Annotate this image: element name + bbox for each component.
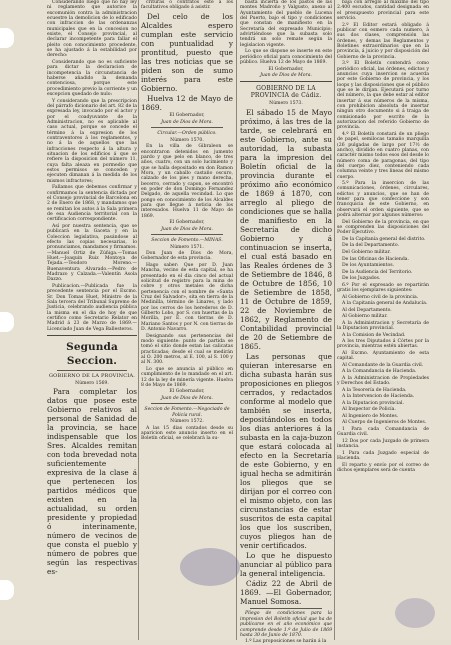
- signature-name: Juan de Dios de Mora.: [260, 73, 312, 79]
- divider: [151, 127, 223, 128]
- divider: [47, 335, 137, 336]
- paragraph: Considerando luego que no hay ley ni reglamento que autorice la excomunión contra la administracion ecuestre la demolicion de lo edificado con infraccion de las ordenanzas municipales que en la concesion no existe, el Consejo provincial, al declarar incompetente para fallar el pleito con conocimiento procedente, se ha ajustado á la estabilidad por derecho:: [47, 0, 137, 59]
- paragraph: El sábado 15 de Mayo próximo, á las tres de la tarde, se celebrará en este Gobierno, ante su autoridad, la subasta para la impresion del Boletín oficial de la provincia durante el próximo año económico de 1869 á 1870, con arreglo al pliego de condiciones que se halla de manifiesto en la Secretaría de dicho Gobierno y á continuacion se inserta, el cual está basado en las Reales órdenes de 3 de Setiembre de 1846, 8 de Octubre de 1856, 10 de Setiembre de 1858, 11 de Octubre de 1859, 22 de Noviembre de 1862, y Reglamento de Contabilidad provincial de 20 de Setiembre de 1865.: [240, 107, 332, 351]
- paragraph: 6.º Por el expresado se repartirán gratis los ejemplares siguientes:: [337, 282, 429, 293]
- signature-title: El Gobernador,: [169, 113, 205, 119]
- signature-name: Juan de Dios de Mora.: [161, 396, 213, 401]
- paragraph: Al Excmo. Ayuntamiento de esta capital.: [337, 350, 429, 362]
- paragraph: Designando sus pertenencias del modo siguiente: punto de partida se tomó el sitio donde estan las calicatas practicadas; desde el cual se medirán al O. 200 metros, al E. 100, al S. 100 y al N. 300.: [141, 333, 233, 366]
- paragraph: Considerando que no es suficiente para dictar la declaracion de incompetencia la circunstancia de haberse añadido la demanda contenciosa, porque este procedimiento previo la corriente y un excepcion quedado de nulo:: [47, 59, 137, 98]
- circular-heading: Circular.—Orden público.: [157, 131, 217, 137]
- paragraph: A la Comision de Vecindad.: [342, 332, 406, 338]
- paragraph: baja con arreglo al máximo del tipo 2.400 escudos, cantidad designada en el presupuesto provincial para este servicio.: [337, 0, 429, 22]
- government-heading: GOBIERNO DE LA PROVINCIA.: [48, 372, 136, 379]
- notice-number: Número 1569.: [75, 380, 109, 386]
- signature-title: El Gobernador,: [169, 389, 205, 395]
- paragraph: Para completar los datos que posee este Gobierno relativos al personal de Sanidad de la provincia, se hace indispensable que los Sres. Alcaldes remitan con toda brevedad nota suficientemente expresiva de la clase á que pertenecen los partidos médicos que existen en la actualidad, su orden presidente y propiedad ó interinamente, número de vecinos de que consta el pueblo y número de pobres que según las respectivas es-: [47, 387, 137, 577]
- ink-stamp: [180, 548, 240, 586]
- paragraph: Al Inspector de Policía.: [342, 407, 396, 413]
- column-2: [141, 0, 233, 640]
- binding-hole: [0, 580, 14, 600]
- signature-name: Juan de Dios de Mora.: [161, 119, 213, 125]
- divider: [151, 403, 223, 404]
- column-rule: [236, 0, 237, 640]
- signature-name: Juan de Dios de Mora.: [161, 226, 213, 232]
- paragraph: crituras ó contratos esté á los facultativos obligado á asistir.: [141, 0, 233, 11]
- paragraph: 3.º El Boletín contendrá como periódico oficial, las órdenes, edictos y anuncios cuya insercion se acuerda por este Gobierno de provincia, y los loops y las disposiciones que el público que se le dirijan. Ejecutará por turno del número, la que debe estar al editor insertar á sus números de la misma, con prohibicion absoluta de insertar ningún otro documento si á traiga de comisionado por escrito de la autorizacion del referido Gobierno de provincia.: [337, 61, 429, 131]
- notice-number: Número 1570.: [170, 137, 204, 143]
- notice-number: Número 1573.: [269, 101, 303, 107]
- date-line: Huelva 12 de Mayo de 1869.: [141, 94, 233, 113]
- paragraph: A la Administracion de Propiedades y Derechos del Estado.: [337, 375, 429, 387]
- paragraph: A la Administracion y Secretaría de la Diputacion provincial.: [337, 320, 429, 331]
- divider: [250, 608, 322, 609]
- paragraph: De la Capitanía general del distrito.: [342, 236, 426, 242]
- paragraph: Pliego de condiciones para la impresion del Boletín oficial que ha de publicarse en el año económico que comprende desde 1.º de Julio de 1869 hasta 30 de Junio de 1870.: [240, 611, 332, 638]
- paragraph: 5.º Para la insercion de las comunicaciones, órdenes, circulares, edictos y anuncios, que se han de tener para que confeccione y son francquicia de este Gobierno, en observará el orden siguiente, que se podrá alternar por algunos números:: [337, 181, 429, 219]
- paragraph: Lo que se dispone se inserte en este periódico oficial para conocimiento del público. Huelva 12 de Mayo de 1869.: [240, 49, 332, 65]
- paragraph: 4.º El Boletín constará de un pliego de papel, semilocas tamaño marquilla (26 pulgadas de largo por 17½ de ancho), dividido en cuatro planas, con caractér mismo todos esos del desde lo número coma de paragonas, del tipo del cuerpo diez, conteniendo cada columna veinte y tres lineas del mismo cuerpo.: [337, 131, 429, 180]
- section-heading: Seccion de Fomento.—MINAS.: [151, 238, 223, 244]
- paragraph: Al Gobierno civil de la provincia.: [342, 294, 419, 300]
- paragraph: Lo que he dispuesto anunciar al público para la general inteligencia.: [240, 551, 332, 579]
- column-1: [47, 0, 137, 640]
- paragraph: A la Comandancia de Hacienda.: [342, 369, 417, 375]
- paragraph: Las personas que quieran interesarse en dicha subasta harán sus proposiciones en pliegos cerrados, y redactados conforme al modelo que también se inserta, depositándolos en todos los dias anteriores á la subasta en la caja-buzon que estará colocada al efecto en la Secretaría de este Gobierno, y en igual hecha se admitirán los pliegos que se dirijan por el correo con el mismo objeto, con las circunstancias de estar suscritos de esta capital los que los suscriben, cuyos pliegos han de venir certificados.: [240, 352, 332, 551]
- paragraph: De las Oficinas de Hacienda.: [342, 256, 409, 262]
- paragraph: Del celo de los Alcaldes espero cumplan este servicio con puntualidad y prontitud, puesto que las tres noticias que se piden son de sumo interés para este Gobierno.: [141, 11, 233, 93]
- paragraph: De la del Departamento.: [342, 243, 400, 249]
- paragraph: Al Comandante de la Guardia civil.: [342, 362, 424, 368]
- paragraph: A las 15 dias contados desde su aparicion este anuncio inserto en el Boletín oficial, se celebrará la su-: [141, 425, 233, 442]
- paragraph: 2.º El Editor estará obligado á publicar con esmero cada numero, á sus dos clases, comprensión las órdenes, y demas las Reglamentos y Boletines extraordinarios que en la provincia, á juicio y por disposición del Gobierno de la provincia.: [337, 22, 429, 60]
- paragraph: De los Juzgados.: [342, 276, 381, 282]
- paragraph: Del Gobierno de la provincia, en que se comprenden las disposiciones del Poder Ejecutivo.: [337, 219, 429, 236]
- paragraph: Al Cuerpo de Ingenieros de Montes.: [342, 420, 427, 426]
- column-3: [240, 0, 332, 645]
- paragraph: Hago saber: Que por D. Juan Mancha, vecino de esta capital, se ha presentado en el dia cinco del actual solicitud de registro para la mina de cobre y otros metales de dicha pertenencia con el nombre de «Santa Cruz del Salvador», sita en tierra de la Medinilla, término de Linares, y lado por los cerros de los herederos de D. Gilberto Lobo, por S. con huertas de la Morilla, por E. con tierras de D. Mariano Santos y por N. con tierras de D. Antonio Navarro.: [141, 263, 233, 333]
- column-rule: [334, 0, 335, 640]
- paragraph: A los tres Diputados á Córtes por la provincia, mientras estén abiertas.: [337, 339, 429, 350]
- paragraph: Así por nuestra sentencia, que se publicará en la Gaceta y en la Coleccion legislativa, pasándose al efecto las copias necesarias, lo pronunciamos, mandamos y firmamos.—Manuel Ortiz de Zúñiga.—Tomas Huet.—Joaquin Ruiz Montoya de Tejada.—Teodoro Moreno.—Buenaventura Alvarado.—Pedro de Madrazo y Calzada.—Valentín Asola Dazzo.: [47, 223, 137, 283]
- government-heading: GOBIERNO DE LA PROVINCIA de Cádiz.: [250, 85, 322, 100]
- paragraph: Y considerando que la prescripcion del párrafo dicionario del art. 82 de la expresada ley, invocado por el actor y por el coadyuvante de la Administracion, no es aplicable al caso actual, porque se concede el término á la expresion de los contraventores á los reglamentos, y no á la de aquellos que las infracciones respecto á la altura y situacion de los edificios á que se refiere la disposicion del número 11, cuya falta aleaza en pormedio que estos permisos se conceden y ejecuten dimanan á la medida de los mismos infractores;: [47, 98, 137, 184]
- signature-title: El Gobernador,: [169, 220, 205, 226]
- notice-number: Número 1572.: [170, 419, 204, 425]
- notice-number: Número 1571.: [170, 244, 204, 250]
- binding-hole: [0, 312, 14, 332]
- paragraph: Al del Departamento.: [342, 307, 392, 313]
- paragraph: En la villa de Gibraleon se encontraron detenidos en jumento pardo y que pelo en blanco, de tres años, cuatro, con un solo lucimiento y que se halla depositado en don Ramon Mora, y un caballo castaño oscuro, calzado de los pies y mano derecha, becerro, cerrado y capon, se encontró en poder de don Domingo Fernandez Delgado, de aquella vecindad. Lo que pongo en conocimiento de los Alcaldes para que llegue á noticia de los interesados. Huelva 11 de Mayo de 1869.: [141, 144, 233, 219]
- paragraph: A la Capitanía general de Andalucía.: [342, 301, 428, 307]
- paragraph: Del Gobierno militar.: [342, 249, 391, 255]
- paragraph: basta incierta de los pastos de las montes Madroño y Valgusto, anexo al Ayuntamiento del pueblo de Lucena del Puerto, bajo el tipo y condiciones que constan de manifiesto en la Secretaría del expresado Municipio; advirtiéndose que la subasta solo tendrá un solo remate según la legislacion vigente.: [240, 0, 332, 48]
- divider: [151, 234, 223, 235]
- paragraph: 1.º Las proposiciones se harán á la: [245, 639, 327, 645]
- paragraph: De la Audiencia del Territorio.: [342, 269, 413, 275]
- paragraph: Lo que se anuncia al público en cumplimiento de lo mandado en el art. 12 de la ley de minería vigente. Huelva 8 de Mayo de 1869.: [141, 366, 233, 388]
- column-4: [337, 0, 429, 640]
- section-heading: Seccion de Fomento.—Negociado de Policía rural.: [144, 407, 230, 418]
- binding-hole: [0, 28, 14, 48]
- paragraph: Al Ingeniero de Montes.: [342, 413, 399, 419]
- paragraph: El reparto y envío por el correo de dichos ejemplares será de cuenta: [337, 462, 429, 473]
- column-rule: [138, 0, 139, 640]
- paragraph: 1 Para cada Juzgado especial de Hacienda.: [337, 450, 429, 461]
- paragraph: A la Diputacion provincial.: [342, 400, 404, 406]
- paragraph: Publicacion.—Publicada fue la precedente sentencia por el Excmo. Sr. Don Tomas Huet, Ministro de la Sala tercera del Tribunal Supremo de Justicia, celebrando audiencia pública la misma en el dia de hoy de que certifico como Secretario Relator en Madrid á 23 de Marzo de 1869.—Licenciado Juan de Vega Ballesteros.: [47, 283, 137, 332]
- date-line: Cádiz 22 de Abril de 1869. —El Gobernador, Manuel Somosa.: [240, 579, 332, 607]
- paragraph: De los Ayuntamientos.: [342, 263, 395, 269]
- paragraph: A la Intervencion de Hacienda.: [342, 394, 415, 400]
- section-title: Segunda Seccion.: [66, 340, 118, 367]
- paragraph: Fallamos que debemos confirmar y confirmamos la sentencia dictada por el Consejo provincial de Barcelona en 2 de Enero de 1868, y mandamos que se remitan los autos á la Sala primera de esa Audiencia territorial con la certificacion correspondiente.: [47, 185, 137, 223]
- ink-stamp: [395, 598, 435, 628]
- paragraph: Don Juan de Dios de Mora, Gobernador de esta provincia.: [141, 251, 233, 262]
- paragraph: 1 Para cada Comandancia de Guardia civil.: [337, 426, 429, 438]
- paragraph: 12 Dos por cada Juzgado de primera instancia.: [337, 438, 429, 450]
- divider: [240, 81, 332, 82]
- paragraph: Al Gobierno militar.: [342, 314, 388, 320]
- paragraph: A la Tesorería de Hacienda.: [342, 387, 407, 393]
- signature-title: El Gobernador,: [268, 66, 304, 72]
- divider: [57, 370, 127, 371]
